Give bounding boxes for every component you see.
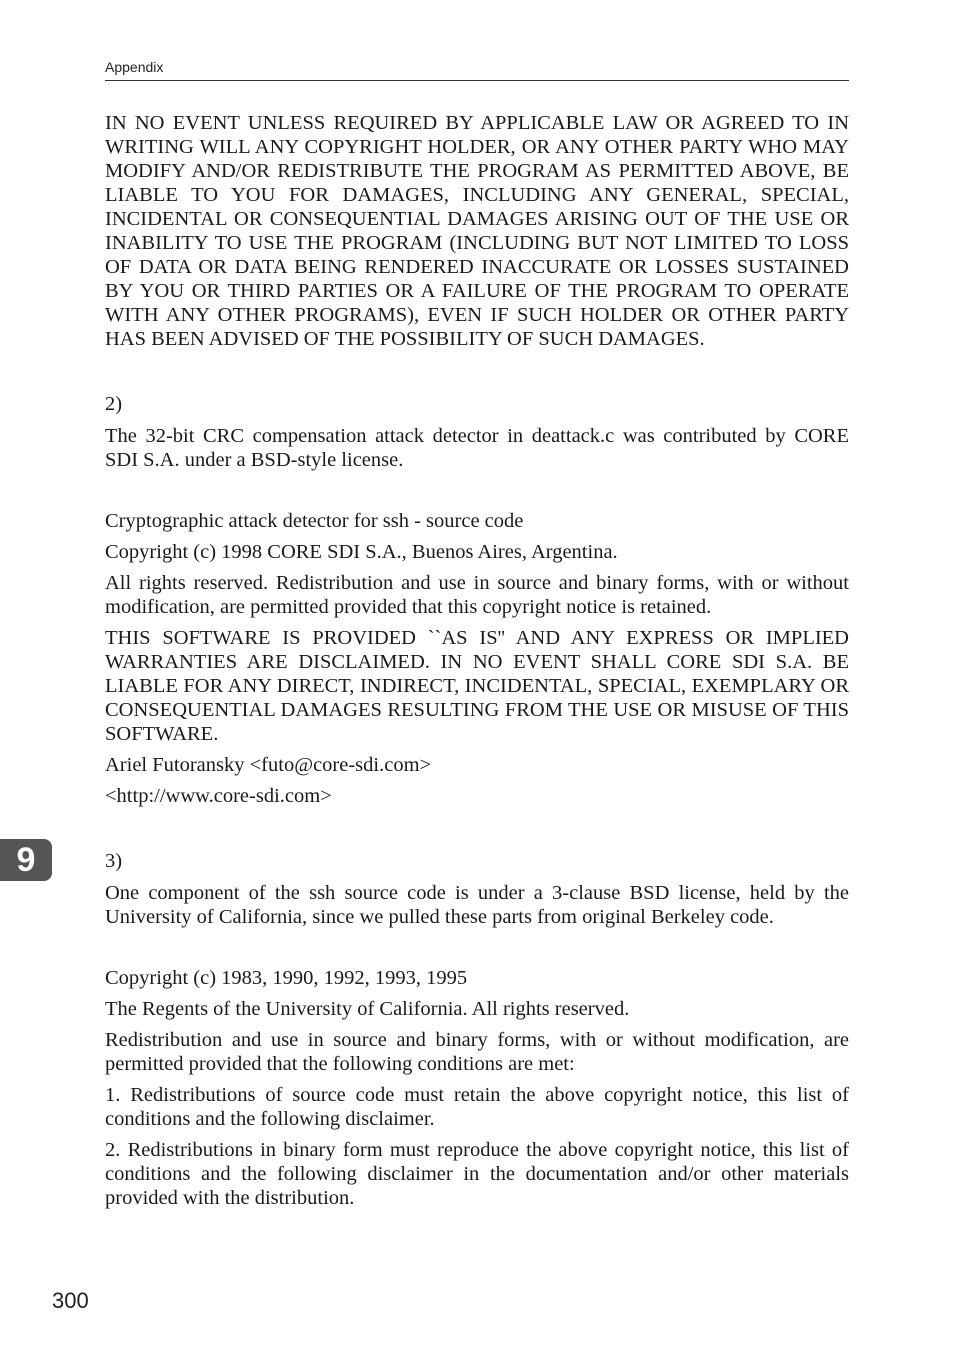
crc-author: Ariel Futoransky <futo@core-sdi.com> <box>105 754 432 776</box>
section-number-3: 3) <box>105 850 123 872</box>
bsd-regents: The Regents of the University of California. All rights reserved. <box>105 998 630 1020</box>
spacer <box>105 808 849 849</box>
warranty-disclaimer-paragraph: IN NO EVENT UNLESS REQUIRED BY APPLICABLE LAW OR AGREED TO IN WRITING WILL ANY COPYRIGHT HOLDER, OR ANY OTHER PARTY WHO MAY MODIFY AND/OR REDISTRIBUTE THE PROGRAM AS PERMITTED ABOVE, BE LIABLE TO YOU FOR DAMAGES, INCLUDING ANY GENERAL, SPECIAL, INCIDENTAL OR CONSEQUENTIAL DAMAGES ARISING OUT OF THE USE OR INABILITY TO USE THE PROGRAM (INCLUDING BUT NOT LIMITED TO LOSS OF DATA OR DATA BEING RENDERED INACCURATE OR LOSSES SUSTAINED BY YOU OR THIRD PARTIES OR A FAILURE OF THE PROGRAM TO OPERATE WITH ANY OTHER PROGRAMS), EVEN IF SUCH HOLDER OR OTHER PARTY HAS BEEN ADVISED OF THE POSSIBILITY OF SUCH DAMAGES. <box>105 112 849 350</box>
bsd-condition-1: 1. Redistributions of source code must retain the above copyright notice, this list of conditions and the following disclaimer. <box>105 1084 849 1130</box>
crc-copyright: Copyright (c) 1998 CORE SDI S.A., Buenos Aires, Argentina. <box>105 541 618 563</box>
spacer <box>105 479 849 509</box>
spacer <box>105 936 849 966</box>
bsd-copyright: Copyright (c) 1983, 1990, 1992, 1993, 1995 <box>105 967 468 989</box>
crc-url: <http://www.core-sdi.com> <box>105 785 332 807</box>
crc-rights-paragraph: All rights reserved. Redistribution and use in source and binary forms, with or without modification, are permitted provided that this copyright notice is retained. <box>105 572 849 618</box>
bsd-intro-paragraph: One component of the ssh source code is under a 3-clause BSD license, held by the University of California, since we pulled these parts from original Berkeley code. <box>105 882 849 928</box>
crc-title: Cryptographic attack detector for ssh - source code <box>105 510 524 532</box>
spacer <box>105 351 849 392</box>
page-body <box>105 111 849 1217</box>
running-header: Appendix <box>105 57 849 81</box>
page-number: 300 <box>52 1288 89 1313</box>
bsd-condition-2: 2. Redistributions in binary form must reproduce the above copyright notice, this list of conditions and the following disclaimer in the documentation and/or other materials provided with the distribution. <box>105 1139 849 1209</box>
section-number-2: 2) <box>105 393 123 415</box>
chapter-tab: 9 <box>0 839 52 881</box>
crc-disclaimer-paragraph: THIS SOFTWARE IS PROVIDED ``AS IS'' AND ANY EXPRESS OR IMPLIED WARRANTIES ARE DISCLAIMED. IN NO EVENT SHALL CORE SDI S.A. BE LIABLE FOR ANY DIRECT, INDIRECT, INCIDENTAL, SPECIAL, EXEMPLARY OR CONSEQUENTIAL DAMAGES RESULTING FROM THE USE OR MISUSE OF THIS SOFTWARE. <box>105 627 849 745</box>
bsd-redistribution-paragraph: Redistribution and use in source and binary forms, with or without modification, are permitted provided that the following conditions are met: <box>105 1029 849 1075</box>
crc-intro-paragraph: The 32-bit CRC compensation attack detector in deattack.c was contributed by CORE SDI S.A. under a BSD-style license. <box>105 425 849 471</box>
